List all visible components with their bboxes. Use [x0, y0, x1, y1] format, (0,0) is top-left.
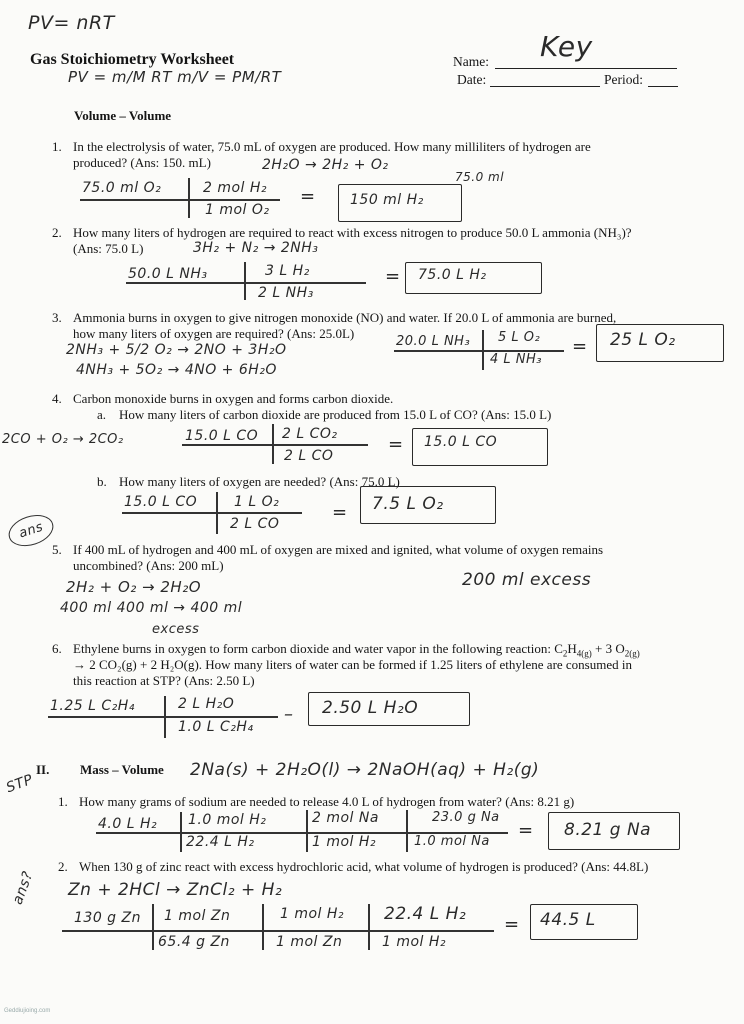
- worksheet-title: Gas Stoichiometry Worksheet: [30, 51, 235, 68]
- q3-work-given: 20.0 L NH₃: [396, 334, 471, 349]
- q4b-text: How many liters of oxygen are needed? (Ans: 75.0 L): [119, 474, 400, 489]
- q4-number: 4.: [52, 391, 62, 406]
- section2-margin-note: STP: [4, 771, 36, 797]
- s2q1-ratio3-bottom: 1.0 mol Na: [414, 834, 490, 849]
- q4b-answer: 7.5 L O₂: [372, 494, 444, 514]
- s2q1-answer: 8.21 g Na: [564, 820, 652, 840]
- s2q1-work-given: 4.0 L H₂: [98, 816, 158, 832]
- q4-margin-note: ans: [5, 510, 58, 552]
- q6-text-line3: this reaction at STP? (Ans: 2.50 L): [73, 673, 255, 688]
- q4a-equation: 2CO + O₂ → 2CO₂: [2, 432, 124, 447]
- q4a-answer: 15.0 L CO: [424, 434, 498, 450]
- q4b-work-ratio-bottom: 2 L CO: [230, 516, 280, 532]
- q6-work-ratio-bottom: 1.0 L C₂H₄: [178, 719, 254, 735]
- q1-answer: 150 ml H₂: [350, 192, 424, 208]
- q1-number: 1.: [52, 139, 62, 154]
- q2-work-ratio-top: 3 L H₂: [265, 263, 310, 279]
- s2q2-ratio1-top: 1 mol Zn: [164, 908, 231, 924]
- q4a-work-given: 15.0 L CO: [185, 428, 259, 444]
- q2-text-line2: (Ans: 75.0 L): [73, 241, 144, 256]
- q4-text-line1: Carbon monoxide burns in oxygen and forms carbon dioxide.: [73, 391, 394, 406]
- q4a-work-ratio-top: 2 L CO₂: [282, 426, 338, 442]
- s2q2-margin-note: ans?: [9, 869, 37, 907]
- q2-answer: 75.0 L H₂: [418, 267, 487, 283]
- q4a-label: a.: [97, 407, 107, 422]
- q4b-work-given: 15.0 L CO: [124, 494, 198, 510]
- q1-equation-note: 75.0 ml: [455, 170, 505, 184]
- s2q1-number: 1.: [58, 794, 68, 809]
- q4a-text: How many liters of carbon dioxide are produced from 15.0 L of CO? (Ans: 15.0 L): [119, 407, 552, 422]
- section1-heading: Volume – Volume: [74, 108, 172, 123]
- q1-text-line1: In the electrolysis of water, 75.0 mL of oxygen are produced. How many milliliters of hydrogen are: [73, 139, 591, 154]
- q4b-label: b.: [97, 474, 107, 489]
- q1-work-given: 75.0 ml O₂: [82, 180, 162, 196]
- s2q2-ratio3-bottom: 1 mol H₂: [382, 934, 447, 950]
- q4a-work-ratio-bottom: 2 L CO: [284, 448, 334, 464]
- s2q1-ratio2-bottom: 1 mol H₂: [312, 834, 377, 850]
- q3-text-line2: how many liters of oxygen are required? (Ans: 25.0L): [73, 326, 355, 341]
- q5-answer: 200 ml excess: [462, 570, 592, 590]
- q3-text-line1: Ammonia burns in oxygen to give nitrogen monoxide (NO) and water. If 20.0 L of ammonia are burned,: [73, 310, 617, 325]
- s2q2-ratio2-bottom: 1 mol Zn: [276, 934, 343, 950]
- s2q2-answer: 44.5 L: [540, 910, 596, 930]
- s2q2-ratio1-bottom: 65.4 g Zn: [158, 934, 230, 950]
- q3-work-ratio-bottom: 4 L NH₃: [490, 352, 542, 367]
- q6-text-line2: → 2 CO₂(g) + 2 H₂O(g). How many liters of water can be formed if 1.25 liters of ethylene are consumed in: [73, 657, 632, 672]
- q2-text-line1: How many liters of hydrogen are required to react with excess nitrogen to produce 50.0 L ammonia (NH₃)?: [73, 225, 632, 240]
- s2q2-ratio2-top: 1 mol H₂: [280, 906, 345, 922]
- q2-number: 2.: [52, 225, 62, 240]
- q3-number: 3.: [52, 310, 62, 325]
- section2-roman: II.: [36, 762, 50, 777]
- q3-work-ratio-top: 5 L O₂: [498, 330, 541, 345]
- watermark: Geddiujioing.com: [4, 1008, 51, 1014]
- s2q2-equation: Zn + 2HCl → ZnCl₂ + H₂: [68, 880, 283, 900]
- s2q1-ratio3-top: 23.0 g Na: [432, 810, 500, 825]
- q6-work-ratio-top: 2 L H₂O: [178, 696, 235, 712]
- q6-text-line1: Ethylene burns in oxygen to form carbon dioxide and water vapor in the following reaction: $C_2H_{4(g)} + 3$ $O_{2(g)}$: [73, 641, 640, 659]
- q5-text-line1: If 400 mL of hydrogen and 400 mL of oxygen are mixed and ignited, what volume of oxygen remains: [73, 542, 604, 557]
- q4b-work-ratio-top: 1 L O₂: [234, 494, 280, 510]
- s2q1-text: How many grams of sodium are needed to release 4.0 L of hydrogen from water? (Ans: 8.21 g): [79, 794, 575, 809]
- formula-pv-nrt: PV= nRT: [28, 12, 115, 34]
- q1-text-line2: produced? (Ans: 150. mL): [73, 155, 211, 170]
- q2-equation: 3H₂ + N₂ → 2NH₃: [193, 240, 319, 256]
- section2-equation: 2Na(s) + 2H₂O(l) → 2NaOH(aq) + H₂(g): [190, 760, 540, 780]
- s2q2-text: When 130 g of zinc react with excess hydrochloric acid, what volume of hydrogen is produced? (Ans: 44.8L): [79, 859, 649, 874]
- q5-text-line2: uncombined? (Ans: 200 mL): [73, 558, 224, 573]
- s2q1-ratio1-top: 1.0 mol H₂: [188, 812, 267, 828]
- s2q1-ratio1-bottom: 22.4 L H₂: [186, 834, 255, 850]
- q6-work-given: 1.25 L C₂H₄: [50, 698, 135, 714]
- q5-excess-note: excess: [152, 622, 200, 637]
- s2q2-number: 2.: [58, 859, 68, 874]
- period-label: Period:: [604, 72, 643, 87]
- q6-number: 6.: [52, 641, 62, 656]
- q2-work-given: 50.0 L NH₃: [128, 266, 208, 282]
- q3-equation-1: 2NH₃ + 5/2 O₂ → 2NO + 3H₂O: [66, 342, 287, 358]
- date-label: Date:: [457, 72, 487, 87]
- q5-volumes: 400 ml 400 ml → 400 ml: [60, 600, 243, 616]
- q5-number: 5.: [52, 542, 62, 557]
- section2-heading: Mass – Volume: [80, 762, 164, 777]
- q1-equation: 2H₂O → 2H₂ + O₂: [262, 157, 389, 173]
- s2q2-work-given: 130 g Zn: [74, 910, 141, 926]
- q2-work-ratio-bottom: 2 L NH₃: [258, 285, 314, 301]
- name-field[interactable]: Key: [540, 30, 593, 63]
- s2q2-ratio3-top: 22.4 L H₂: [384, 904, 467, 924]
- q1-work-ratio-top: 2 mol H₂: [203, 180, 268, 196]
- name-label: Name:: [453, 54, 489, 69]
- s2q1-ratio2-top: 2 mol Na: [312, 810, 379, 826]
- q5-equation: 2H₂ + O₂ → 2H₂O: [66, 578, 202, 596]
- q3-equation-2: 4NH₃ + 5O₂ → 4NO + 6H₂O: [76, 362, 277, 378]
- q1-work-ratio-bottom: 1 mol O₂: [205, 202, 270, 218]
- q6-answer: 2.50 L H₂O: [322, 698, 419, 718]
- formula-line: PV = m/M RT m/V = PM/RT: [68, 68, 282, 86]
- q3-answer: 25 L O₂: [610, 330, 676, 350]
